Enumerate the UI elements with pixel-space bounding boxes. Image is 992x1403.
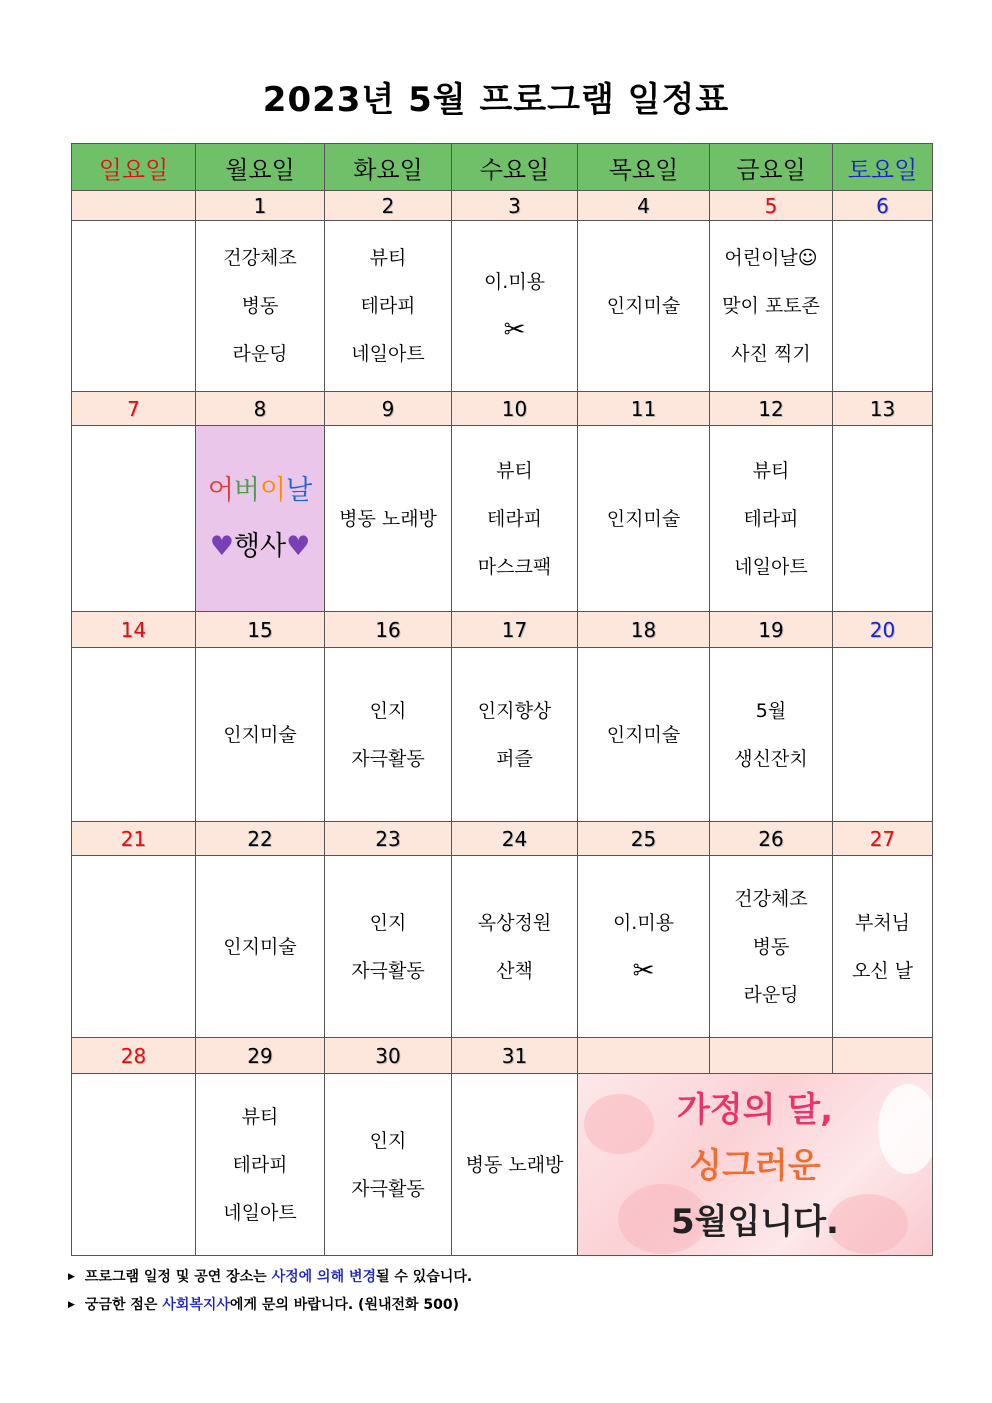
event-text: 인지미술 <box>606 295 681 317</box>
note-text: 에게 문의 바랍니다. (원내전화 500) <box>229 1297 460 1313</box>
banner-line-3: 5월입니다. <box>671 1202 839 1242</box>
event-text: 행사 <box>233 530 287 562</box>
date-cell: 21 <box>72 822 196 856</box>
date-cell: 15 <box>196 612 325 648</box>
date-cell: 12 <box>710 392 833 426</box>
event-text: 테라피 <box>232 1153 288 1176</box>
date-row <box>72 612 933 648</box>
event-text: 인지 <box>369 699 407 722</box>
event-text: 인지향상 <box>477 699 552 722</box>
event-text: 이.미용 <box>612 911 675 934</box>
event-cell <box>325 856 452 1038</box>
date-row <box>72 191 933 221</box>
event-cell <box>578 856 710 1038</box>
event-cell-parents-day <box>196 426 325 612</box>
footer-note-1 <box>68 1266 472 1286</box>
date-cell: 27 <box>833 822 933 856</box>
event-text: 테라피 <box>486 507 543 530</box>
event-text: 네일아트 <box>223 1201 297 1224</box>
event-text: 부처님 <box>854 911 911 934</box>
date-cell: 28 <box>72 1038 196 1074</box>
date-cell: 26 <box>710 822 833 856</box>
date-cell: 19 <box>710 612 833 648</box>
event-text: 네일아트 <box>351 343 425 365</box>
event-cell <box>196 1074 325 1256</box>
event-row <box>72 1074 933 1256</box>
event-text: 인지 <box>369 911 407 934</box>
event-cell <box>72 856 196 1038</box>
event-text: 어린이날☺ <box>724 247 818 269</box>
page-title: 2023년 5월 프로그램 일정표 <box>262 80 730 120</box>
date-row <box>72 1038 933 1074</box>
date-cell: 1 <box>196 191 325 221</box>
date-cell: 6 <box>833 191 933 221</box>
event-text: 옥상정원 <box>477 911 552 934</box>
event-cell <box>710 221 833 392</box>
event-cell <box>72 1074 196 1256</box>
event-text: 병동 노래방 <box>465 1153 564 1176</box>
event-text: 인지 <box>369 1129 407 1152</box>
date-cell <box>578 1038 710 1074</box>
event-text: 병동 <box>752 935 790 958</box>
event-text: 건강체조 <box>223 247 297 269</box>
event-row <box>72 856 933 1038</box>
date-cell: 9 <box>325 392 452 426</box>
event-text: 테라피 <box>360 295 416 317</box>
event-cell <box>452 856 578 1038</box>
event-text: 병동 <box>241 295 279 317</box>
weekday-fri: 금요일 <box>710 144 833 191</box>
event-text: 건강체조 <box>734 887 808 910</box>
parents-day-label <box>196 463 324 519</box>
date-cell: 22 <box>196 822 325 856</box>
date-cell: 24 <box>452 822 578 856</box>
event-cell <box>833 648 933 822</box>
bullet-icon: ▶ <box>68 1300 75 1310</box>
event-text: 자극활동 <box>351 959 425 982</box>
event-text: 퍼즐 <box>496 747 533 770</box>
event-cell <box>72 221 196 392</box>
event-cell <box>325 1074 452 1256</box>
weekday-sun: 일요일 <box>72 144 196 191</box>
event-cell <box>452 426 578 612</box>
weekday-header-row <box>72 144 933 191</box>
event-cell <box>325 426 452 612</box>
event-cell <box>578 426 710 612</box>
parents-day-char: 이 <box>260 474 287 506</box>
event-cell <box>325 221 452 392</box>
event-row <box>72 426 933 612</box>
event-text: 산책 <box>496 959 533 982</box>
parents-day-event <box>196 519 324 575</box>
date-cell: 31 <box>452 1038 578 1074</box>
event-cell <box>710 426 833 612</box>
weekday-thu: 목요일 <box>578 144 710 191</box>
weekday-mon: 월요일 <box>196 144 325 191</box>
calendar-table <box>71 143 933 1256</box>
heart-icon: ♥ <box>209 530 234 562</box>
date-row <box>72 822 933 856</box>
event-text: 자극활동 <box>351 1177 425 1200</box>
event-text: 네일아트 <box>734 555 808 578</box>
event-row <box>72 648 933 822</box>
date-cell <box>72 191 196 221</box>
event-cell <box>578 648 710 822</box>
event-cell <box>452 1074 578 1256</box>
event-text: 5월 <box>755 699 787 722</box>
event-cell <box>196 648 325 822</box>
event-text: 뷰티 <box>752 459 790 482</box>
event-cell <box>578 221 710 392</box>
event-cell <box>710 856 833 1038</box>
event-cell <box>325 648 452 822</box>
event-text: 인지미술 <box>606 723 681 746</box>
bullet-icon: ▶ <box>68 1272 75 1282</box>
scissors-icon: ✂ <box>632 955 655 986</box>
weekday-sat: 토요일 <box>833 144 933 191</box>
event-text: 생신잔치 <box>734 747 808 770</box>
parents-day-char: 버 <box>233 474 260 506</box>
event-text: 사진 찍기 <box>731 343 811 365</box>
event-cell <box>72 426 196 612</box>
weekday-wed: 수요일 <box>452 144 578 191</box>
family-month-banner <box>578 1074 933 1256</box>
date-cell: 10 <box>452 392 578 426</box>
event-text: 인지미술 <box>223 723 297 746</box>
banner-line-2: 싱그러운 <box>689 1146 821 1186</box>
date-cell: 3 <box>452 191 578 221</box>
date-cell: 13 <box>833 392 933 426</box>
date-cell: 30 <box>325 1038 452 1074</box>
date-cell: 14 <box>72 612 196 648</box>
date-cell: 25 <box>578 822 710 856</box>
event-text: 이.미용 <box>483 271 546 293</box>
note-text: 궁금한 점은 <box>84 1297 163 1313</box>
event-cell <box>452 648 578 822</box>
banner-text <box>578 1082 932 1250</box>
date-cell: 7 <box>72 392 196 426</box>
date-cell <box>833 1038 933 1074</box>
note-highlight: 사정에 의해 변경 <box>271 1269 377 1285</box>
date-cell: 16 <box>325 612 452 648</box>
date-cell: 11 <box>578 392 710 426</box>
event-cell <box>196 856 325 1038</box>
scissors-icon: ✂ <box>503 315 526 345</box>
weekday-tue: 화요일 <box>325 144 452 191</box>
event-cell <box>196 221 325 392</box>
event-cell <box>833 856 933 1038</box>
date-cell: 18 <box>578 612 710 648</box>
event-cell <box>72 648 196 822</box>
date-cell: 8 <box>196 392 325 426</box>
date-cell: 23 <box>325 822 452 856</box>
event-text: 인지미술 <box>606 507 681 530</box>
note-text: 될 수 있습니다. <box>376 1269 473 1285</box>
event-text: 인지미술 <box>223 935 297 958</box>
event-text: 마스크팩 <box>477 555 552 578</box>
event-text: 라운딩 <box>232 343 288 365</box>
banner-background <box>578 1074 932 1255</box>
event-text: 테라피 <box>743 507 799 530</box>
parents-day-char: 날 <box>286 474 313 506</box>
date-row <box>72 392 933 426</box>
event-text: 자극활동 <box>351 747 425 770</box>
event-cell <box>833 221 933 392</box>
event-cell <box>710 648 833 822</box>
event-row <box>72 221 933 392</box>
event-text: 라운딩 <box>743 983 799 1006</box>
date-cell: 2 <box>325 191 452 221</box>
event-text: 맞이 포토존 <box>722 295 820 317</box>
event-text: 뷰티 <box>369 247 407 269</box>
event-cell <box>833 426 933 612</box>
event-text: 뷰티 <box>496 459 533 482</box>
event-text: 뷰티 <box>241 1105 279 1128</box>
note-text: 프로그램 일정 및 공연 장소는 <box>84 1269 272 1285</box>
note-highlight: 사회복지사 <box>162 1297 230 1313</box>
date-cell: 17 <box>452 612 578 648</box>
event-text: 병동 노래방 <box>339 507 437 530</box>
heart-icon: ♥ <box>286 530 311 562</box>
date-cell: 29 <box>196 1038 325 1074</box>
date-cell: 20 <box>833 612 933 648</box>
date-cell: 4 <box>578 191 710 221</box>
event-cell <box>452 221 578 392</box>
date-cell: 5 <box>710 191 833 221</box>
event-text: 오신 날 <box>851 959 914 982</box>
parents-day-char: 어 <box>207 474 234 506</box>
banner-line-1: 가정의 달, <box>676 1090 834 1130</box>
footer-note-2 <box>68 1294 459 1314</box>
date-cell <box>710 1038 833 1074</box>
